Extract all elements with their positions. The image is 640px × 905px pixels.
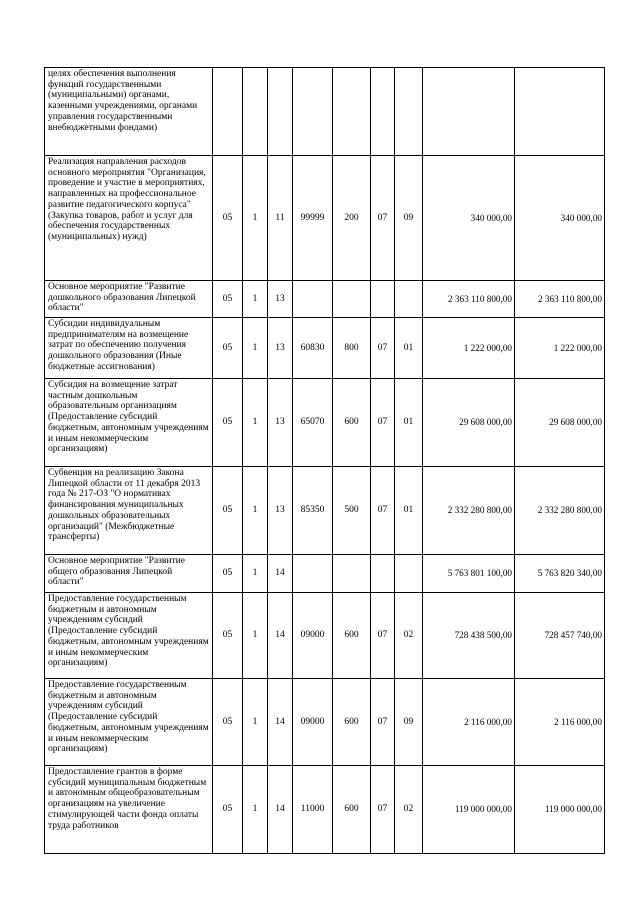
cell-amount-1: 728 438 500,00 — [423, 593, 515, 679]
cell-code-6: 07 — [371, 766, 395, 854]
cell-code-5: 500 — [333, 467, 371, 555]
cell-code-2: 1 — [243, 593, 268, 679]
cell-code-6: 07 — [371, 679, 395, 766]
cell-code-3: 13 — [268, 467, 293, 555]
cell-amount-1: 2 116 000,00 — [423, 679, 515, 766]
cell-code-4: 85350 — [293, 467, 333, 555]
cell-code-3: 13 — [268, 281, 293, 318]
cell-code-6: 07 — [371, 318, 395, 379]
cell-code-6: 07 — [371, 379, 395, 467]
cell-code-6 — [371, 281, 395, 318]
cell-amount-1: 2 332 280 800,00 — [423, 467, 515, 555]
cell-code-2: 1 — [243, 467, 268, 555]
cell-code-6: 07 — [371, 593, 395, 679]
row-name: Субсидии индивидуальным предпринимателям на возмещение затрат по обеспечению получения дошкольного образования (Иные бюджетные ассигнования) — [45, 318, 213, 379]
cell-code-3: 14 — [268, 555, 293, 593]
cell-code-4: 65070 — [293, 379, 333, 467]
cell-amount-1: 119 000 000,00 — [423, 766, 515, 854]
row-name: Основное мероприятие "Развитие дошкольного образования Липецкой области" — [45, 281, 213, 318]
cell-code-3: 14 — [268, 593, 293, 679]
cell-code-5: 600 — [333, 766, 371, 854]
cell-amount-2: 2 116 000,00 — [515, 679, 605, 766]
cell-code-1: 05 — [213, 467, 243, 555]
cell-code-6: 07 — [371, 156, 395, 281]
cell-code-2: 1 — [243, 379, 268, 467]
table-row — [45, 467, 605, 555]
cell-code-7: 09 — [395, 679, 423, 766]
cell-code-6: 07 — [371, 467, 395, 555]
cell-amount-1: 1 222 000,00 — [423, 318, 515, 379]
cell-code-1: 05 — [213, 379, 243, 467]
cell-code-5: 600 — [333, 593, 371, 679]
table-row — [45, 156, 605, 281]
cell-amount-2: 5 763 820 340,00 — [515, 555, 605, 593]
cell-code-2: 1 — [243, 555, 268, 593]
cell-code-5: 600 — [333, 679, 371, 766]
row-name: Субсидия на возмещение затрат частным дошкольным образовательным организациям (Предоставление субсидий бюджетным, автономным учреждениям и иным некоммерческим организациям) — [45, 379, 213, 467]
cell-code-2: 1 — [243, 318, 268, 379]
row-name: Предоставление грантов в форме субсидий муниципальным бюджетным и автономным общеобразовательным организациям на увеличение стимулирующей части фонда оплаты труда работников — [45, 766, 213, 854]
cell-code-7: 01 — [395, 318, 423, 379]
cell-amount-2: 728 457 740,00 — [515, 593, 605, 679]
cell-code-6 — [371, 68, 395, 156]
cell-code-4 — [293, 281, 333, 318]
cell-code-2: 1 — [243, 156, 268, 281]
cell-code-4: 09000 — [293, 679, 333, 766]
cell-amount-2: 29 608 000,00 — [515, 379, 605, 467]
row-name: Предоставление государственным бюджетным и автономным учреждениям субсидий (Предоставление субсидий бюджетным, автономным учреждениям и иным некоммерческим организациям) — [45, 679, 213, 766]
cell-code-3: 13 — [268, 379, 293, 467]
cell-code-6 — [371, 555, 395, 593]
table-row — [45, 555, 605, 593]
cell-code-4 — [293, 555, 333, 593]
cell-code-4: 60830 — [293, 318, 333, 379]
cell-code-1: 05 — [213, 679, 243, 766]
cell-code-1: 05 — [213, 156, 243, 281]
cell-code-1: 05 — [213, 281, 243, 318]
cell-code-1: 05 — [213, 555, 243, 593]
cell-code-1: 05 — [213, 593, 243, 679]
cell-amount-1: 340 000,00 — [423, 156, 515, 281]
row-name: Основное мероприятие "Развитие общего образования Липецкой области" — [45, 555, 213, 593]
cell-amount-1: 2 363 110 800,00 — [423, 281, 515, 318]
cell-code-1 — [213, 68, 243, 156]
cell-code-5 — [333, 68, 371, 156]
table-row — [45, 68, 605, 156]
cell-code-4: 09000 — [293, 593, 333, 679]
cell-code-3: 11 — [268, 156, 293, 281]
table-row — [45, 379, 605, 467]
table-row — [45, 593, 605, 679]
row-name: Субвенция на реализацию Закона Липецкой области от 11 декабря 2013 года № 217-ОЗ "О нормативах финансирования муниципальных дошкольных образовательных организаций" (Межбюджетные трансферты) — [45, 467, 213, 555]
cell-code-3: 14 — [268, 766, 293, 854]
cell-code-7 — [395, 281, 423, 318]
cell-code-4: 99999 — [293, 156, 333, 281]
table-row — [45, 318, 605, 379]
cell-code-4 — [293, 68, 333, 156]
cell-code-2: 1 — [243, 281, 268, 318]
cell-code-4: 11000 — [293, 766, 333, 854]
cell-code-5: 800 — [333, 318, 371, 379]
cell-amount-2: 2 332 280 800,00 — [515, 467, 605, 555]
row-name: целях обеспечения выполнения функций государственными (муниципальными) органами, казенными учреждениями, органами управления государственными внебюджетными фондами) — [45, 68, 213, 156]
cell-code-7: 02 — [395, 593, 423, 679]
cell-amount-2: 1 222 000,00 — [515, 318, 605, 379]
cell-code-3: 14 — [268, 679, 293, 766]
cell-code-7 — [395, 555, 423, 593]
table-row — [45, 766, 605, 854]
row-name: Предоставление государственным бюджетным и автономным учреждениям субсидий (Предоставление субсидий бюджетным, автономным учреждениям и иным некоммерческим организациям) — [45, 593, 213, 679]
table-row — [45, 679, 605, 766]
cell-code-3 — [268, 68, 293, 156]
cell-amount-2: 119 000 000,00 — [515, 766, 605, 854]
cell-code-7: 02 — [395, 766, 423, 854]
cell-code-3: 13 — [268, 318, 293, 379]
cell-amount-2: 340 000,00 — [515, 156, 605, 281]
cell-amount-2 — [515, 68, 605, 156]
table-body — [45, 68, 605, 854]
cell-code-2: 1 — [243, 766, 268, 854]
cell-code-7: 01 — [395, 379, 423, 467]
cell-code-1: 05 — [213, 318, 243, 379]
cell-code-5 — [333, 281, 371, 318]
cell-code-7 — [395, 68, 423, 156]
cell-amount-2: 2 363 110 800,00 — [515, 281, 605, 318]
cell-code-1: 05 — [213, 766, 243, 854]
table-row — [45, 281, 605, 318]
cell-amount-1 — [423, 68, 515, 156]
cell-code-2: 1 — [243, 679, 268, 766]
row-name: Реализация направления расходов основного мероприятия "Организация, проведение и участие в мероприятиях, направленных на профессиональное развитие педагогического корпуса" (Закупка товаров, работ и услуг для обеспечения государственных (муниципальных) нужд) — [45, 156, 213, 281]
budget-table — [44, 67, 605, 854]
cell-amount-1: 29 608 000,00 — [423, 379, 515, 467]
cell-amount-1: 5 763 801 100,00 — [423, 555, 515, 593]
cell-code-7: 09 — [395, 156, 423, 281]
cell-code-5: 600 — [333, 379, 371, 467]
cell-code-5 — [333, 555, 371, 593]
cell-code-2 — [243, 68, 268, 156]
cell-code-5: 200 — [333, 156, 371, 281]
cell-code-7: 01 — [395, 467, 423, 555]
